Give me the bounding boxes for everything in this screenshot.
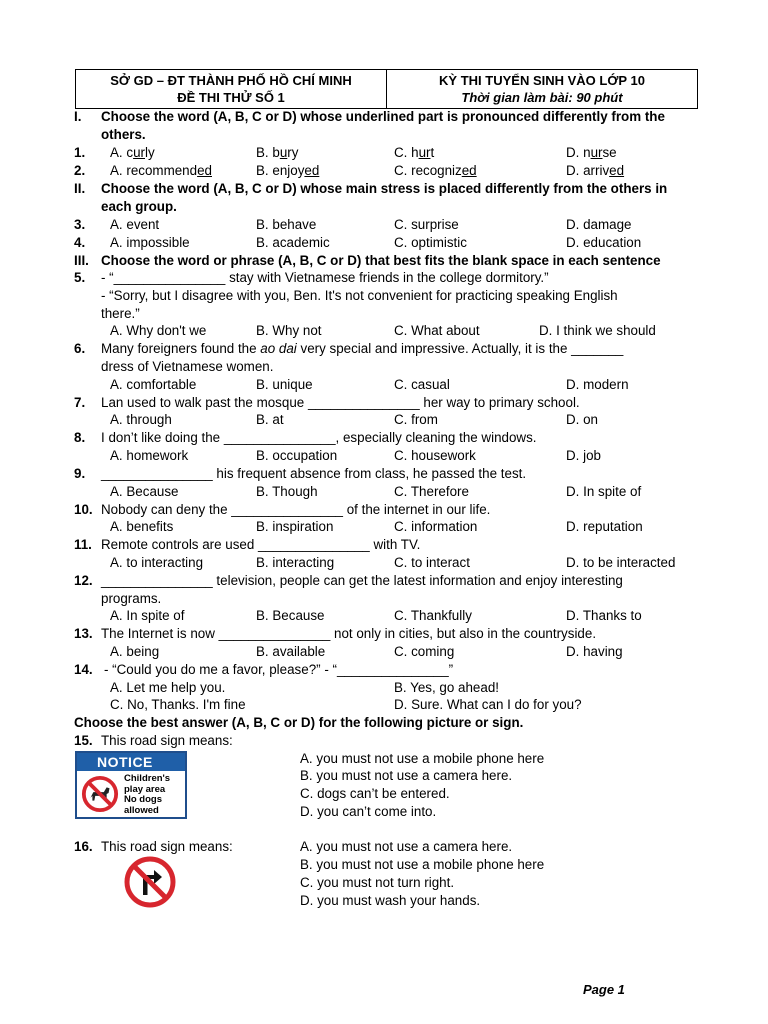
option-a: A. In spite of — [110, 608, 185, 623]
question-text: Nobody can deny the _______________ of the internet in our life. — [101, 502, 491, 517]
question-number: 8. — [74, 430, 86, 445]
section-title-cont: each group. — [101, 199, 177, 214]
option-a: A. recommended — [110, 163, 212, 178]
option-b: B. you must not use a mobile phone here — [300, 857, 545, 872]
section-number: III. — [74, 253, 89, 268]
section-number: II. — [74, 181, 86, 196]
question-number: 9. — [74, 466, 86, 481]
option-b: B. Because — [256, 608, 325, 623]
question-number: 13. — [74, 626, 93, 641]
option-c: C. to interact — [394, 555, 470, 570]
option-b: B. bury — [256, 145, 299, 160]
question-number: 10. — [74, 502, 93, 517]
option-b: B. enjoyed — [256, 163, 320, 178]
question-text: Remote controls are used _______________ with TV. — [101, 537, 421, 552]
option-d: D. I think we should — [539, 323, 656, 338]
question-text: _______________ television, people can get the latest information and enjoy interesting — [101, 573, 623, 588]
option-a: A. homework — [110, 448, 189, 463]
option-c: C. hurt — [394, 145, 435, 160]
option-d: D. arrived — [566, 163, 625, 178]
question-text: This road sign means: — [101, 733, 233, 748]
option-d: D. modern — [566, 377, 629, 392]
question-number: 11. — [74, 537, 92, 552]
question-number: 4. — [74, 235, 86, 250]
question-number: 14. — [74, 662, 93, 677]
option-a: A. through — [110, 412, 172, 427]
question-text: I don’t like doing the _______________, especially cleaning the windows. — [101, 430, 537, 445]
option-c: C. you must not turn right. — [300, 875, 455, 890]
option-c: C. surprise — [394, 217, 459, 232]
option-a: A. Let me help you. — [110, 680, 226, 695]
option-b: B. you must not use a camera here. — [300, 768, 513, 783]
option-b: B. Though — [256, 484, 318, 499]
question-text: programs. — [101, 591, 162, 606]
option-d: D. having — [566, 644, 623, 659]
section-title: Choose the word (A, B, C or D) whose underlined part is pronounced differently from the — [101, 109, 665, 124]
option-c: C. optimistic — [394, 235, 467, 250]
section-title: Choose the word or phrase (A, B, C or D) that best fits the blank space in each sentence — [101, 253, 661, 268]
section-title: Choose the best answer (A, B, C or D) for the following picture or sign. — [74, 715, 524, 730]
option-c: C. Therefore — [394, 484, 469, 499]
question-number: 1. — [74, 145, 86, 160]
section-title-cont: others. — [101, 127, 146, 142]
notice-sign-image — [75, 751, 187, 819]
option-d: D. you can’t come into. — [300, 804, 437, 819]
question-text: This road sign means: — [101, 839, 233, 854]
option-d: D. education — [566, 235, 642, 250]
question-number: 7. — [74, 395, 86, 410]
section-number: I. — [74, 109, 82, 124]
option-b: B. unique — [256, 377, 313, 392]
option-b: B. occupation — [256, 448, 338, 463]
option-b: B. academic — [256, 235, 330, 250]
option-a: A. event — [110, 217, 160, 232]
option-a: A. comfortable — [110, 377, 197, 392]
exam-number: ĐỀ THI THỬ SỐ 1 — [177, 90, 285, 105]
option-c: C. coming — [394, 644, 455, 659]
option-d: D. In spite of — [566, 484, 642, 499]
time-limit: Thời gian làm bài: 90 phút — [461, 90, 623, 105]
question-number: 5. — [74, 270, 86, 285]
option-a: A. curly — [110, 145, 155, 160]
option-c: C. from — [394, 412, 438, 427]
option-b: B. available — [256, 644, 326, 659]
question-number: 3. — [74, 217, 86, 232]
question-number: 12. — [74, 573, 93, 588]
section-title: Choose the word (A, B, C or D) whose main stress is placed differently from the others in — [101, 181, 668, 196]
header-table — [75, 69, 698, 109]
option-a: A. benefits — [110, 519, 174, 534]
header-left-cell — [76, 70, 387, 108]
question-text: Lan used to walk past the mosque _______________ her way to primary school. — [101, 395, 580, 410]
question-text: - “Could you do me a favor, please?” - “_______________” — [104, 662, 454, 677]
option-c: C. Thankfully — [394, 608, 472, 623]
option-d: D. Thanks to — [566, 608, 642, 623]
question-number: 15. — [74, 733, 93, 748]
question-number: 16. — [74, 839, 93, 854]
notice-sign-text: Children's play area No dogs allowed — [124, 773, 171, 816]
option-d: D. damage — [566, 217, 632, 232]
option-c: C. housework — [394, 448, 476, 463]
no-right-turn-sign-icon — [123, 855, 177, 909]
notice-sign-title: NOTICE — [77, 753, 185, 771]
exam-title: KỲ THI TUYỂN SINH VÀO LỚP 10 — [439, 73, 645, 88]
option-b: B. Why not — [256, 323, 322, 338]
option-d: D. job — [566, 448, 601, 463]
option-d: D. nurse — [566, 145, 617, 160]
option-d: D. reputation — [566, 519, 643, 534]
no-dogs-icon — [81, 775, 119, 813]
option-b: B. at — [256, 412, 284, 427]
question-text: - “_______________ stay with Vietnamese friends in the college dormitory.” — [101, 270, 549, 285]
option-c: C. recognized — [394, 163, 477, 178]
option-a: A. Why don't we — [110, 323, 207, 338]
option-d: D. Sure. What can I do for you? — [394, 697, 582, 712]
option-b: B. interacting — [256, 555, 335, 570]
option-d: D. on — [566, 412, 599, 427]
question-text: dress of Vietnamese women. — [101, 359, 274, 374]
option-b: B. behave — [256, 217, 317, 232]
option-a: A. being — [110, 644, 160, 659]
option-b: B. Yes, go ahead! — [394, 680, 499, 695]
question-number: 6. — [74, 341, 86, 356]
option-a: A. to interacting — [110, 555, 204, 570]
header-right-cell — [387, 70, 697, 108]
option-a: A. impossible — [110, 235, 190, 250]
option-d: D. you must wash your hands. — [300, 893, 481, 908]
question-text: there.” — [101, 306, 140, 321]
option-c: C. No, Thanks. I'm fine — [110, 697, 246, 712]
option-a: A. you must not use a camera here. — [300, 839, 513, 854]
option-c: C. information — [394, 519, 478, 534]
option-c: C. dogs can’t be entered. — [300, 786, 450, 801]
department-name: SỞ GD – ĐT THÀNH PHỐ HỒ CHÍ MINH — [110, 73, 352, 88]
question-number: 2. — [74, 163, 86, 178]
option-c: C. casual — [394, 377, 450, 392]
question-text: The Internet is now _______________ not only in cities, but also in the countryside. — [101, 626, 597, 641]
question-text: _______________ his frequent absence from class, he passed the test. — [101, 466, 527, 481]
page-number: Page 1 — [583, 982, 625, 997]
question-text: Many foreigners found the ao dai very special and impressive. Actually, it is the _______ — [101, 341, 624, 356]
option-c: C. What about — [394, 323, 480, 338]
option-b: B. inspiration — [256, 519, 334, 534]
option-a: A. Because — [110, 484, 179, 499]
option-a: A. you must not use a mobile phone here — [300, 751, 545, 766]
question-text: - “Sorry, but I disagree with you, Ben. It's not convenient for practicing speaking English — [101, 288, 618, 303]
option-d: D. to be interacted — [566, 555, 676, 570]
